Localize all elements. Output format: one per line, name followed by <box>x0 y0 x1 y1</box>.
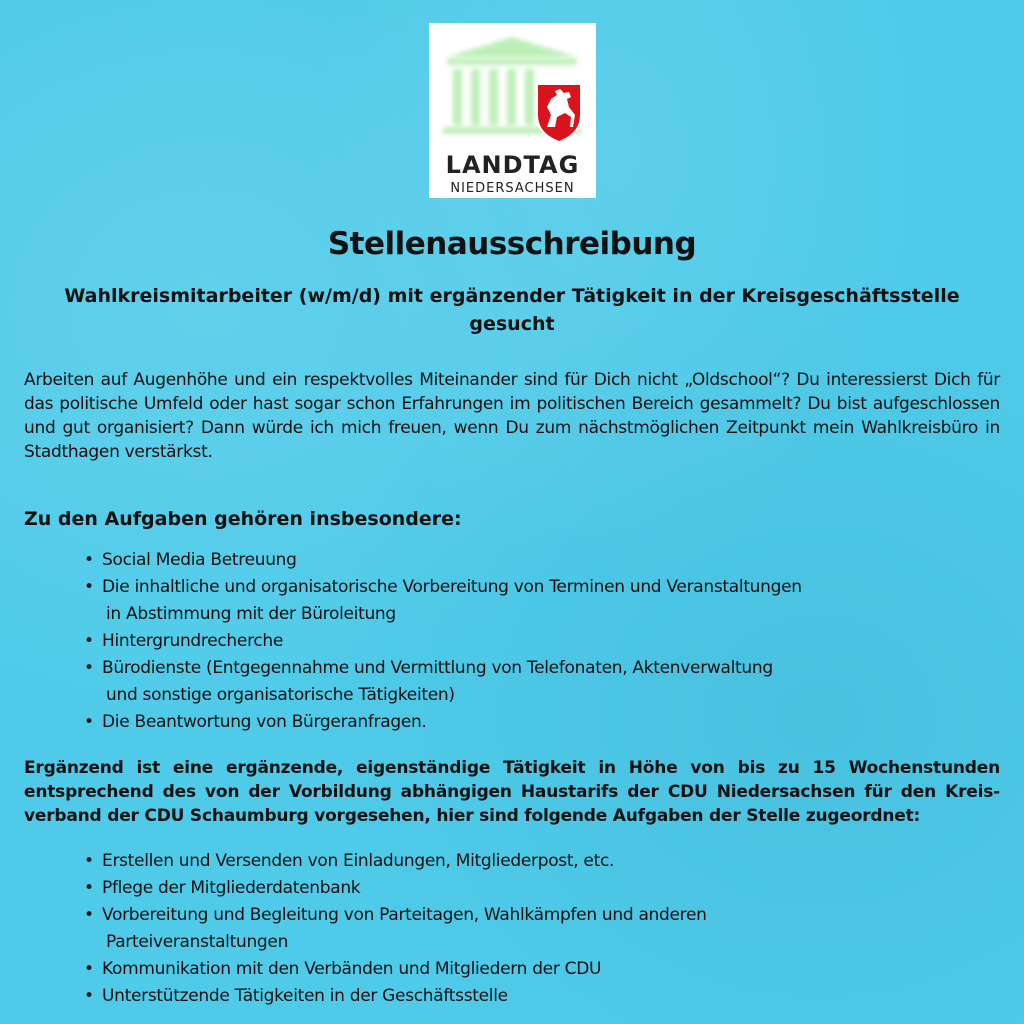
list-item <box>82 709 802 736</box>
list-item-text: Erstellen und Versenden von Einladungen, Mitgliederpost, etc. <box>102 851 615 871</box>
list-item-text-continued: in Abstimmung mit der Büroleitung <box>106 604 396 624</box>
list-item <box>82 983 707 1010</box>
list-item-text: Unterstützende Tätigkeiten in der Geschäftsstelle <box>102 986 508 1006</box>
list-item-text: Die inhaltliche und organisatorische Vorbereitung von Terminen und Veranstaltungen <box>102 577 802 597</box>
logo-wordmark-niedersachsen: NIEDERSACHSEN <box>450 181 575 196</box>
list-item-text: Social Media Betreuung <box>102 550 297 570</box>
list-item <box>82 655 802 709</box>
list-item <box>82 956 707 983</box>
list-item <box>82 547 802 574</box>
list-item-text-continued: und sonstige organisatorische Tätigkeiten) <box>106 685 455 705</box>
list-item <box>82 574 802 628</box>
parliament-building-icon <box>429 23 596 153</box>
page-subtitle: Wahlkreismitarbeiter (w/m/d) mit ergänzender Tätigkeit in der Kreisgeschäftsstelle gesucht <box>64 285 960 335</box>
list-item-text: Die Beantwortung von Bürgeranfragen. <box>102 712 427 732</box>
list-item-text-continued: Parteiveranstaltungen <box>106 932 289 952</box>
supplement-paragraph: Ergänzend ist eine ergänzende, eigenständige Tätigkeit in Höhe von bis zu 15 Wochenstunden entsprechend des von der Vorbildung abhängigen Haustarifs der CDU Niedersachsen für den Kreis-verband der CDU Schaumburg vorgesehen, hier sind folgende Aufgaben der Stelle zugeordnet: <box>24 758 1000 826</box>
list-item <box>82 902 707 956</box>
list-item <box>82 628 802 655</box>
list-item-text: Vorbereitung und Begleitung von Parteitagen, Wahlkämpfen und anderen <box>102 905 707 925</box>
page-title: Stellenausschreibung <box>327 226 697 262</box>
list-item-text: Pflege der Mitgliederdatenbank <box>102 878 361 898</box>
office-tasks-list <box>82 848 707 1010</box>
list-item-text: Bürodienste (Entgegennahme und Vermittlung von Telefonaten, Aktenverwaltung <box>102 658 773 678</box>
tasks-heading: Zu den Aufgaben gehören insbesondere: <box>24 508 462 530</box>
logo-wordmark-landtag: LANDTAG <box>445 151 580 179</box>
list-item <box>82 848 707 875</box>
landtag-logo <box>429 23 596 198</box>
list-item-text: Hintergrundrecherche <box>102 631 284 651</box>
list-item <box>82 875 707 902</box>
list-item-text: Kommunikation mit den Verbänden und Mitgliedern der CDU <box>102 959 602 979</box>
tasks-list <box>82 547 802 736</box>
intro-paragraph: Arbeiten auf Augenhöhe und ein respektvolles Miteinander sind für Dich nicht „Oldschool“? Du interessierst Dich für das politische Umfeld oder hast sogar schon Erfahrungen im politischen Bereich gesammelt? Du bist aufgeschlossen und gut organisiert? Dann würde ich mich freuen, wenn Du zum nächstmöglichen Zeitpunkt mein Wahlkreisbüro in Stadthagen verstärkst. <box>24 370 1000 462</box>
